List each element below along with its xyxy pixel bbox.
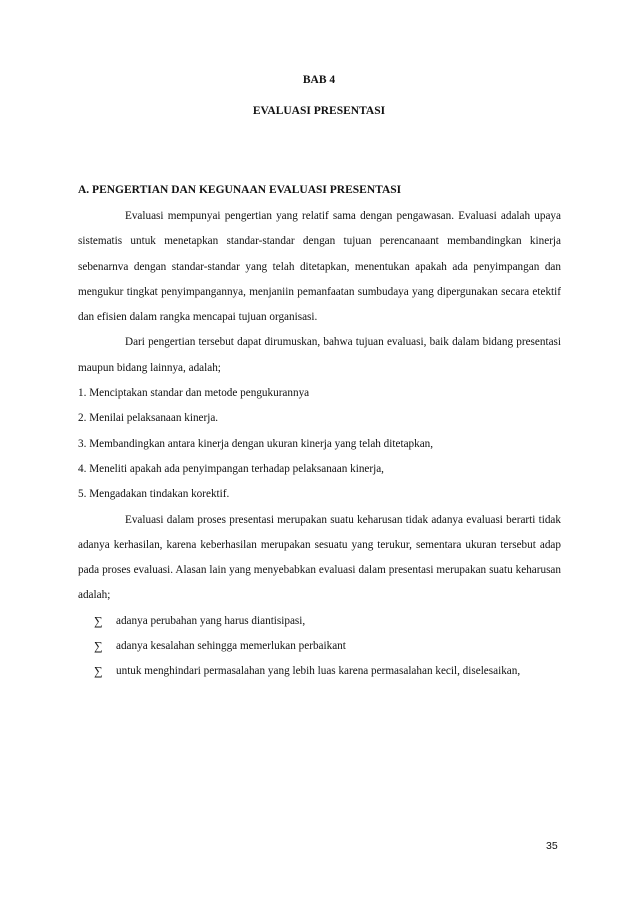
body-text (78, 204, 561, 685)
paragraph-definition: Evaluasi mempunyai pengertian yang relatif sama dengan pengawasan. Evaluasi adalah upaya sistematis untuk menetapkan standar-standar dengan tujuan perencanaant membandingkan kinerja sebenarnva dengan standar-standar yang telah ditetapkan, menentukan apakah ada penyimpangan dan mengukur tingkat penyimpangannya, menjaniin pemanfaatan sumbudaya yang dipergunakan secara etektif dan efisien dalam rangka mencapai tujuan organisasi. (78, 210, 561, 324)
numbered-item: 3. Membandingkan antara kinerja dengan ukuran kinerja yang telah ditetapkan, (78, 437, 434, 450)
sigma-bullet-icon: ∑ (94, 664, 103, 679)
numbered-item: 4. Meneliti apakah ada penyimpangan terhadap pelaksanaan kinerja, (78, 462, 384, 475)
bullet-item-text: adanya kesalahan sehingga memerlukan perbaikant (116, 640, 346, 653)
bullet-item (78, 659, 561, 684)
bullet-list (78, 609, 561, 685)
section-heading: A. PENGERTIAN DAN KEGUNAAN EVALUASI PRESENTASI (78, 184, 402, 196)
bullet-item-text: untuk menghindari permasalahan yang lebih luas karena permasalahan kecil, diselesaikan, (116, 665, 521, 678)
chapter-number: BAB 4 (302, 74, 336, 86)
page-number: 35 (546, 840, 558, 852)
bullet-item (78, 609, 561, 634)
sigma-bullet-icon: ∑ (94, 639, 103, 654)
numbered-item: 1. Menciptakan standar dan metode pengukurannya (78, 387, 310, 400)
chapter-title: EVALUASI PRESENTASI (252, 105, 386, 117)
numbered-item: 5. Mengadakan tindakan korektif. (78, 488, 230, 501)
paragraph-reasons-intro: Evaluasi dalam proses presentasi merupakan suatu keharusan tidak adanya evaluasi berarti tidak adanya kerhasilan, karena keberhasilan merupakan sesuatu yang terukur, sementara ukuran tersebut adap pada proses evaluasi. Alasan lain yang menyebabkan evaluasi dalam presentasi merupakan suatu keharusan adalah; (78, 513, 561, 602)
bullet-item-text: adanya perubahan yang harus diantisipasi, (116, 614, 306, 627)
bullet-item (78, 634, 561, 659)
numbered-item: 2. Menilai pelaksanaan kinerja. (78, 412, 219, 425)
paragraph-purpose-intro: Dari pengertian tersebut dapat dirumuskan, bahwa tujuan evaluasi, baik dalam bidang presentasi maupun bidang lainnya, adalah; (78, 336, 561, 374)
sigma-bullet-icon: ∑ (94, 613, 103, 628)
